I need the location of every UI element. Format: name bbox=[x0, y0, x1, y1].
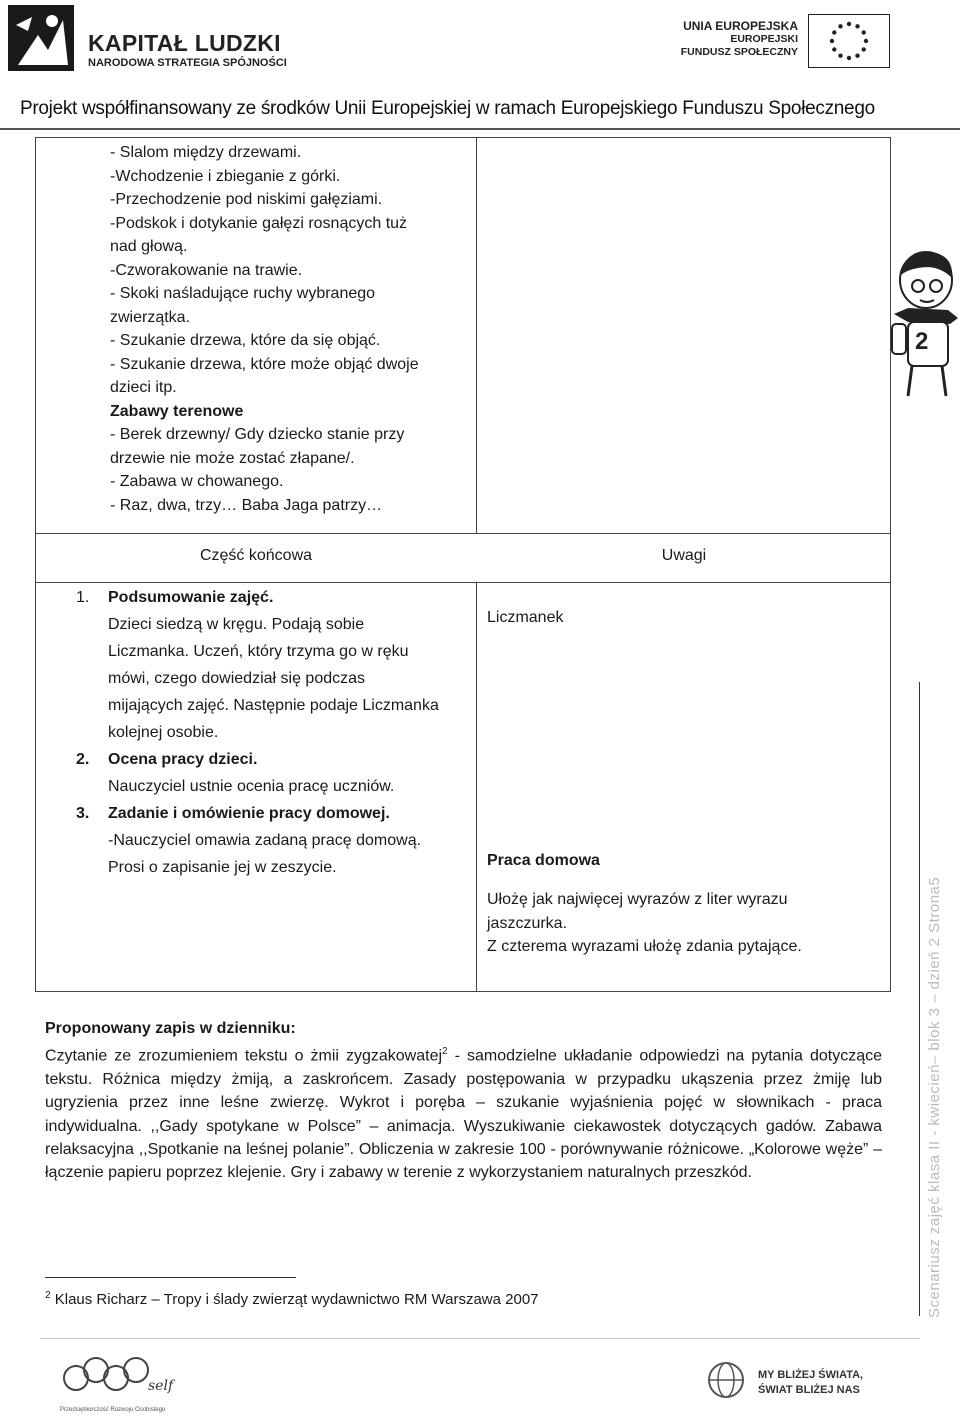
upper-cell bbox=[110, 141, 470, 517]
item2-num: 2. bbox=[76, 751, 90, 768]
footer-left-logo bbox=[60, 1352, 180, 1414]
upper-cell-line: -Wchodzenie i zbieganie z górki. bbox=[110, 167, 341, 185]
ue-line1: UNIA EUROPEJSKA bbox=[683, 19, 798, 33]
table-row-divider-2 bbox=[35, 582, 891, 583]
upper-cell-line: - Zabawa w chowanego. bbox=[110, 473, 284, 490]
footnote-ref: 2 bbox=[442, 1046, 448, 1058]
item1-line: mówi, czego dowiedział się podczas bbox=[108, 670, 366, 687]
journal-heading: Proponowany zapis w dzienniku: bbox=[45, 1020, 296, 1037]
item1-title-row bbox=[76, 584, 476, 611]
col-header-right: Uwagi bbox=[661, 547, 707, 564]
footer-left-text: Przedsiębiorczość Rozwoju Osobistego bbox=[60, 1407, 166, 1413]
item1-title: Podsumowanie zajęć. bbox=[108, 589, 274, 606]
item3-num: 3. bbox=[76, 805, 90, 822]
eu-star-icon bbox=[847, 56, 851, 60]
item1-num: 1. bbox=[76, 589, 90, 606]
upper-cell-line: - Berek drzewny/ Gdy dziecko stanie przy bbox=[110, 426, 405, 443]
item3-title-row bbox=[76, 800, 476, 827]
globe-icon bbox=[704, 1360, 748, 1400]
upper-cell-line: dzieci itp. bbox=[110, 379, 177, 396]
table-col-divider-upper bbox=[476, 137, 477, 534]
ue-text bbox=[681, 20, 798, 59]
side-text: Scenariusz zajęć klasa II - kwiecień– blok 3 – dzień 2 Strona5 bbox=[926, 876, 943, 1318]
item3-line: -Nauczyciel omawia zadaną pracę domową. bbox=[108, 832, 422, 849]
eu-star-icon bbox=[862, 47, 866, 51]
mascot-number: 2 bbox=[915, 328, 929, 355]
project-line: Projekt współfinansowany ze środków Unii Europejskiej w ramach Europejskiego Funduszu Społecznego bbox=[20, 98, 875, 119]
col-header-left: Część końcowa bbox=[199, 547, 313, 564]
item3-title: Zadanie i omówienie pracy domowej. bbox=[108, 805, 390, 822]
eu-star-icon bbox=[864, 39, 868, 43]
footer-right-line2: ŚWIAT BLIŻEJ NAS bbox=[758, 1384, 860, 1396]
upper-cell-line: -Podskok i dotykanie gałęzi rosnących tuż bbox=[110, 214, 408, 232]
upper-cell-line: - Slalom między drzewami. bbox=[110, 144, 302, 161]
footer-rule bbox=[40, 1338, 920, 1339]
item1-line: kolejnej osobie. bbox=[108, 724, 219, 741]
eu-flag bbox=[808, 14, 890, 68]
footer-right-text bbox=[758, 1368, 863, 1398]
self-logo-icon bbox=[60, 1352, 180, 1402]
lower-left-cell bbox=[76, 584, 476, 881]
kapital-ludzki-logo bbox=[8, 5, 78, 75]
svg-text:self: self bbox=[148, 1378, 174, 1394]
upper-cell-line: - Szukanie drzewa, które da się objąć. bbox=[110, 332, 381, 349]
item1-line: Dzieci siedzą w kręgu. Podają sobie bbox=[108, 616, 365, 633]
note-liczmanek: Liczmanek bbox=[487, 609, 564, 626]
kapital-ludzki-emblem-icon bbox=[8, 5, 78, 75]
kl-title: KAPITAŁ LUDZKI bbox=[88, 30, 281, 56]
eu-star-icon bbox=[832, 47, 836, 51]
homework-text bbox=[487, 888, 882, 959]
ue-line3: FUNDUSZ SPOŁECZNY bbox=[680, 46, 798, 58]
eu-flag-icon bbox=[808, 14, 890, 68]
header-rule bbox=[0, 128, 960, 130]
eu-star-icon bbox=[838, 24, 842, 28]
footnote-number: 2 bbox=[45, 1290, 51, 1301]
side-rule bbox=[919, 682, 920, 1316]
footnote-text: Klaus Richarz – Tropy i ślady zwierząt wydawnictwo RM Warszawa 2007 bbox=[50, 1291, 539, 1308]
journal-text-rest: - samodzielne układanie odpowiedzi na pytania dotyczące tekstu. Różnica między żmiją, a zaskrońcem. Zasady postępowania w przypadku ukąszenia przez żmiję lub ugryzienia przez inne leśne zwierzę. Wykrot i poręba – szukanie wyjaśnienia pojęć w słownikach - praca indywidualna. ,,Gady spotykane w Polsce” – animacja. Wyszukiwanie ciekawostek dotyczących gadów. Zabawa relaksacyjna ,,Spotkanie na leśnej polanie”. Obliczenia w zakresie 100 - porównywanie różnicowe. „Kolorowe węże” – łączenie papieru poprzez klejenie. Gry i zabawy w terenie z wykorzystaniem naturalnych przeszkód. bbox=[45, 1047, 882, 1182]
eu-star-icon bbox=[862, 30, 866, 34]
footnote-rule bbox=[45, 1277, 296, 1278]
item3-line: Prosi o zapisanie jej w zeszycie. bbox=[108, 859, 337, 876]
upper-cell-line: - Szukanie drzewa, które może objąć dwoje bbox=[110, 355, 419, 373]
homework-line: Z czterema wyrazami ułożę zdania pytające. bbox=[487, 938, 802, 955]
table-col-divider-lower bbox=[476, 582, 477, 991]
mascot-boy-icon bbox=[888, 248, 960, 400]
upper-heading: Zabawy terenowe bbox=[110, 402, 244, 420]
item2-title-row bbox=[76, 746, 476, 773]
eu-star-icon bbox=[830, 39, 834, 43]
eu-star-icon bbox=[832, 30, 836, 34]
eu-star-icon bbox=[847, 22, 851, 26]
footer-right-line1: MY BLIŻEJ ŚWIATA, bbox=[758, 1369, 864, 1381]
item1-line: mijających zajęć. Następnie podaje Liczmanka bbox=[108, 697, 439, 714]
footnote bbox=[45, 1290, 539, 1308]
eu-star-icon bbox=[855, 24, 859, 28]
eu-star-icon bbox=[838, 54, 842, 58]
kl-subtitle: NARODOWA STRATEGIA SPÓJNOŚCI bbox=[88, 57, 287, 69]
eu-star-icon bbox=[855, 54, 859, 58]
mascot-figure bbox=[888, 248, 960, 400]
upper-cell-line: zwierzątka. bbox=[110, 308, 191, 326]
table-row-divider-1 bbox=[35, 533, 891, 534]
homework-line: Ułożę jak najwięcej wyrazów z liter wyrazu bbox=[487, 891, 788, 908]
item1-line: Liczmanka. Uczeń, który trzyma go w ręku bbox=[108, 643, 409, 660]
homework-title: Praca domowa bbox=[487, 852, 600, 869]
item2-line: Nauczyciel ustnie ocenia pracę uczniów. bbox=[108, 778, 395, 795]
upper-cell-line: - Raz, dwa, trzy… Baba Jaga patrzy… bbox=[110, 496, 383, 514]
homework-line: jaszczurka. bbox=[487, 914, 568, 932]
upper-cell-line: nad głową. bbox=[110, 238, 188, 255]
upper-cell-line: - Skoki naśladujące ruchy wybranego bbox=[110, 285, 376, 302]
upper-cell-line: -Przechodzenie pod niskimi gałęziami. bbox=[110, 191, 383, 208]
journal-section bbox=[45, 1017, 882, 1184]
journal-paragraph bbox=[45, 1040, 882, 1184]
journal-text-start: Czytanie ze zrozumieniem tekstu o żmii zygzakowatej bbox=[45, 1047, 443, 1065]
footer-right-logo bbox=[704, 1360, 904, 1410]
upper-cell-line: drzewie nie może zostać złapane/. bbox=[110, 449, 355, 467]
item2-title: Ocena pracy dzieci. bbox=[108, 751, 258, 768]
upper-cell-line: -Czworakowanie na trawie. bbox=[110, 261, 303, 279]
ue-line2: EUROPEJSKI bbox=[730, 33, 798, 45]
